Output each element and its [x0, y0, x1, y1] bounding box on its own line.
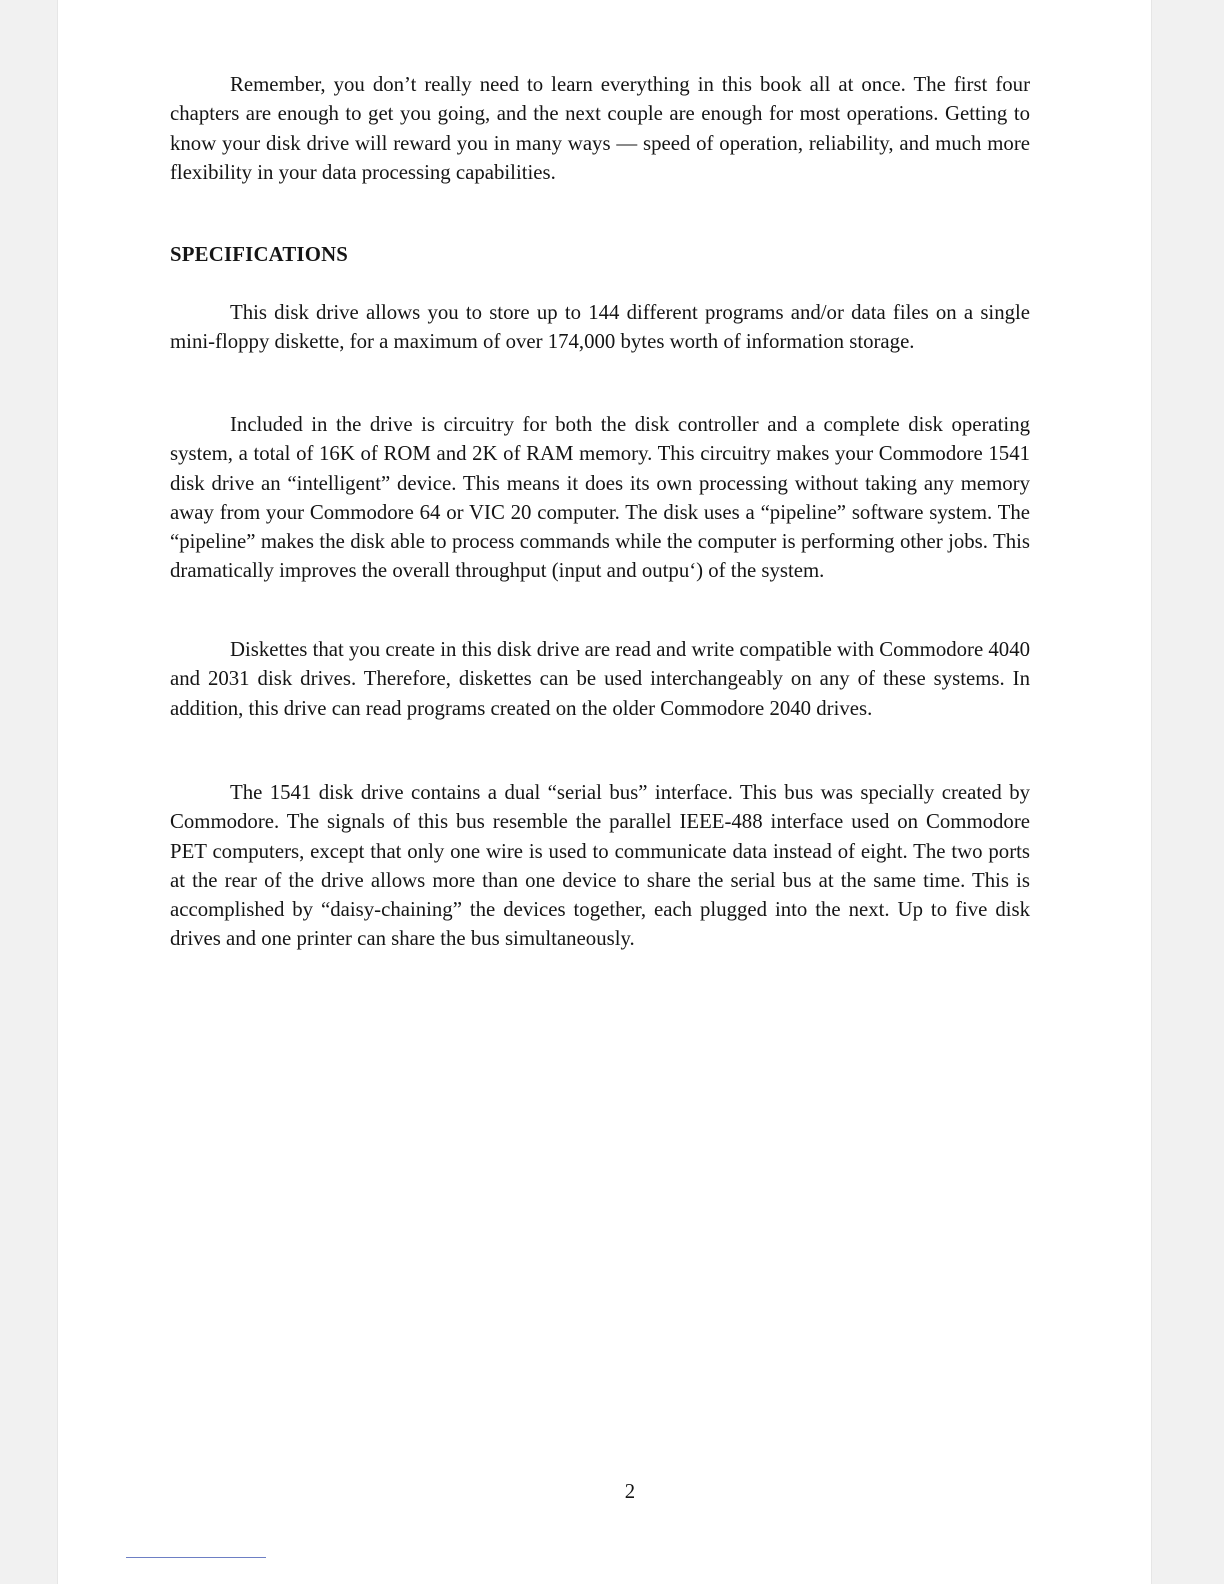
- paragraph-serial-bus: The 1541 disk drive contains a dual “serial bus” interface. This bus was specially created by Commodore. The signals of this bus resemble the parallel IEEE-488 interface used on Commodore PET computers, except that only one wire is used to communicate data instead of eight. The two ports at the rear of the drive allows more than one device to share the serial bus at the same time. This is accomplished by “daisy-chaining” the devices together, each plugged into the next. Up to five disk drives and one printer can share the bus simultaneously.: [170, 781, 1030, 951]
- paragraph-circuitry: Included in the drive is circuitry for both the disk controller and a complete disk operating system, a total of 16K of ROM and 2K of RAM memory. This circuitry makes your Commodore 1541 disk drive an “intelligent” device. This means it does its own processing without taking any memory away from your Commodore 64 or VIC 20 computer. The disk uses a “pipeline” software system. The “pipeline” makes the disk able to process commands while the computer is performing other jobs. This dramatically improves the overall throughput (input and outpu‘) of the system.: [170, 413, 1030, 583]
- page-number: 2: [624, 1480, 636, 1503]
- paragraph-compatibility: Diskettes that you create in this disk drive are read and write compatible with Commodore 4040 and 2031 disk drives. Therefore, diskettes can be used interchangeably on any of these systems. In addition, this drive can read programs created on the older Commodore 2040 drives.: [170, 638, 1030, 720]
- paragraph-intro: Remember, you don’t really need to learn everything in this book all at once. The first four chapters are enough to get you going, and the next couple are enough for most operations. Getting to know your disk drive will reward you in many ways — speed of operation, reliability, and much more flexibility in your data processing capabilities.: [170, 73, 1030, 184]
- section-heading-specifications: SPECIFICATIONS: [170, 243, 349, 266]
- bottom-divider: [126, 1557, 266, 1558]
- paragraph-storage-capacity: This disk drive allows you to store up to 144 different programs and/or data files on a single mini-floppy diskette, for a maximum of over 174,000 bytes worth of information storage.: [170, 301, 1030, 354]
